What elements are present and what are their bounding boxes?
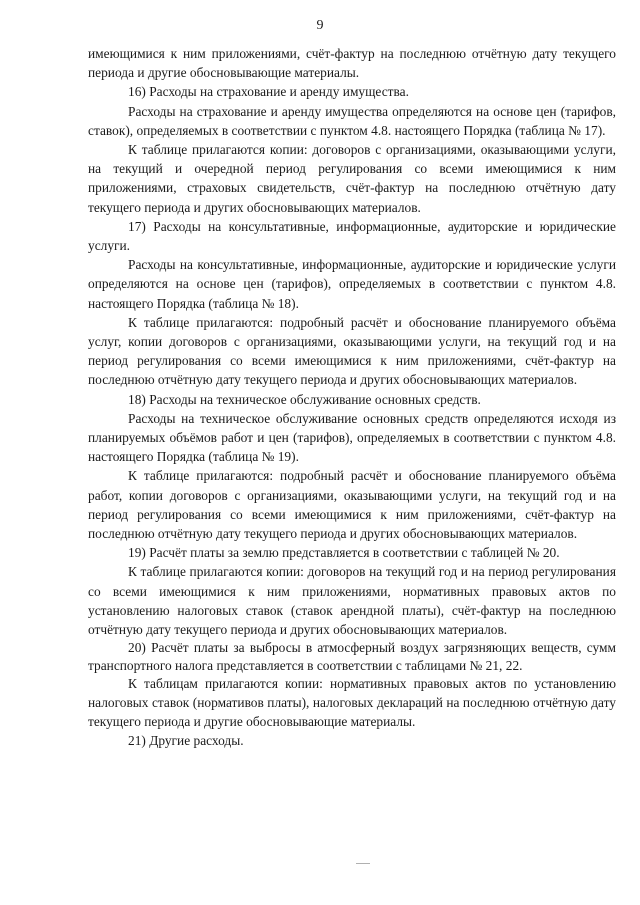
scan-mark (356, 863, 370, 864)
section-heading-18: 18) Расходы на техническое обслуживание основных средств. (128, 391, 481, 407)
section-heading-17: 17) Расходы на консультативные, информационные, аудиторские и юридические услуги. (88, 218, 616, 254)
page-number: 9 (316, 18, 324, 33)
paragraph: Расходы на техническое обслуживание основных средств определяются исходя из планируемых объёмов работ и цен (тарифов), определяемых в соответствии с пунктом 4.8. настоящего Порядка (таблица № 19). (88, 410, 616, 465)
section-heading-21: 21) Другие расходы. (128, 733, 244, 749)
paragraph: К таблице прилагаются копии: договоров на текущий год и на период регулирования со всеми имеющимися к ним приложениями, нормативных правовых актов по установлению налоговых ставок (ставок арендной платы), счёт-фактур на последнюю отчётную дату текущего периода и других обосновывающих материалов. (88, 564, 616, 638)
paragraph: К таблице прилагаются копии: договоров с организациями, оказывающими услуги, на текущий и очередной период регулирования со всеми имеющимися к ним приложениями, страховых свидетельств, счёт-фактур на последнюю отчётную дату текущего периода и других обосновывающих материалов. (88, 142, 616, 215)
paragraph: К таблицам прилагаются копии: нормативных правовых актов по установлению налоговых ставок (нормативов платы), налоговых деклараций на последнюю отчётную дату текущего периода и другие обосновывающие материалы. (88, 675, 616, 730)
document-body (88, 44, 616, 751)
paragraph: Расходы на страхование и аренду имущества определяются на основе цен (тарифов, ставок), определяемых в соответствии с пунктом 4.8. настоящего Порядка (таблица № 17). (88, 103, 616, 138)
paragraph: Расходы на консультативные, информационные, аудиторские и юридические услуги определяются на основе цен (тарифов), определяемых в соответствии с пунктом 4.8. настоящего Порядка (таблица № 18). (88, 257, 616, 311)
paragraph-continuation: имеющимися к ним приложениями, счёт-фактур на последнюю отчётную дату текущего периода и другие обосновывающие материалы. (88, 46, 616, 81)
section-heading-20: 20) Расчёт платы за выбросы в атмосферный воздух загрязняющих веществ, сумм транспортного налога представляется в соответствии с таблицами № 21, 22. (88, 640, 616, 673)
section-heading-16: 16) Расходы на страхование и аренду имущества. (128, 84, 409, 100)
section-heading-19: 19) Расчёт платы за землю представляется в соответствии с таблицей № 20. (128, 545, 560, 561)
paragraph: К таблице прилагаются: подробный расчёт и обоснование планируемого объёма услуг, копии договоров с организациями, оказывающими услуги, на текущий год и на период регулирования со всеми имеющимися к ним приложениями, счёт-фактур на последнюю отчётную дату текущего периода и других обосновывающих материалов. (88, 314, 616, 388)
paragraph: К таблице прилагаются: подробный расчёт и обоснование планируемого объёма работ, копии договоров с организациями, оказывающими услуги, на текущий год и на период регулирования со всеми имеющимися к ним приложениями, счёт-фактур на последнюю отчётную дату текущего периода и других обосновывающих материалов. (88, 468, 616, 542)
